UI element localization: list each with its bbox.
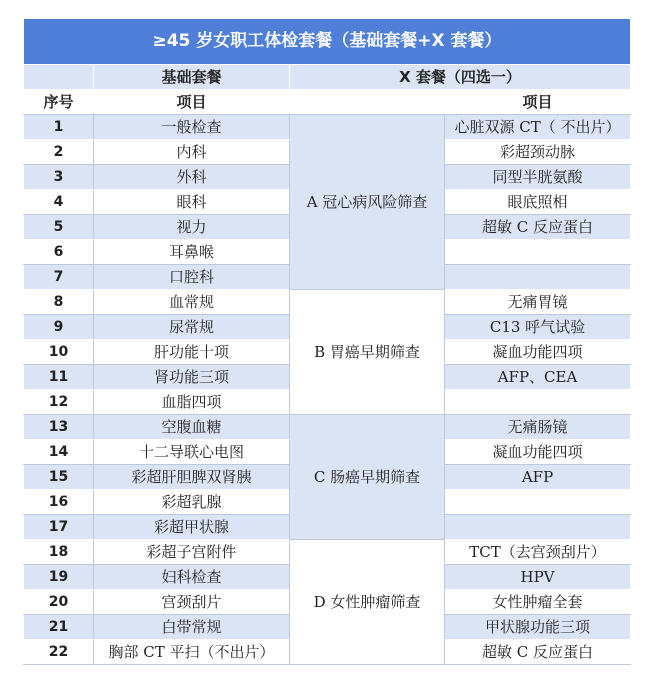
basic-item: 肾功能三项 [94, 365, 290, 390]
checkup-table [23, 18, 631, 665]
row-number: 9 [24, 315, 94, 340]
basic-item: 尿常规 [94, 315, 290, 340]
table-row [24, 290, 631, 315]
basic-item: 空腹血糖 [94, 415, 290, 440]
header-x-item: 项目 [445, 90, 631, 115]
header-x-package: X 套餐（四选一） [290, 65, 631, 90]
table-row [24, 115, 631, 140]
x-package-group: B 胃癌早期筛查 [290, 290, 445, 415]
header-blank [24, 65, 94, 90]
row-number: 2 [24, 140, 94, 165]
basic-item: 彩超甲状腺 [94, 515, 290, 540]
x-package-item: 凝血功能四项 [445, 340, 631, 365]
basic-item: 血常规 [94, 290, 290, 315]
row-number: 1 [24, 115, 94, 140]
basic-item: 彩超子宫附件 [94, 540, 290, 565]
basic-item: 十二导联心电图 [94, 440, 290, 465]
x-package-item: 无痛肠镜 [445, 415, 631, 440]
row-number: 15 [24, 465, 94, 490]
basic-item: 妇科检查 [94, 565, 290, 590]
basic-item: 肝功能十项 [94, 340, 290, 365]
row-number: 4 [24, 190, 94, 215]
basic-item: 一般检查 [94, 115, 290, 140]
row-number: 17 [24, 515, 94, 540]
basic-item: 宫颈刮片 [94, 590, 290, 615]
table-row [24, 415, 631, 440]
basic-item: 彩超肝胆脾双肾胰 [94, 465, 290, 490]
x-package-item [445, 265, 631, 290]
row-number: 16 [24, 490, 94, 515]
row-number: 19 [24, 565, 94, 590]
header-item: 项目 [94, 90, 290, 115]
x-package-item: 同型半胱氨酸 [445, 165, 631, 190]
table-body [24, 115, 631, 665]
x-package-item: C13 呼气试验 [445, 315, 631, 340]
x-package-item: 超敏 C 反应蛋白 [445, 215, 631, 240]
basic-item: 眼科 [94, 190, 290, 215]
x-package-item [445, 390, 631, 415]
x-package-group: A 冠心病风险筛查 [290, 115, 445, 290]
row-number: 3 [24, 165, 94, 190]
row-number: 12 [24, 390, 94, 415]
x-package-item [445, 490, 631, 515]
x-package-item: TCT（去宫颈刮片） [445, 540, 631, 565]
header-group-blank [290, 90, 445, 115]
row-number: 21 [24, 615, 94, 640]
row-number: 11 [24, 365, 94, 390]
basic-item: 口腔科 [94, 265, 290, 290]
x-package-item: 无痛胃镜 [445, 290, 631, 315]
row-number: 7 [24, 265, 94, 290]
x-package-group: D 女性肿瘤筛查 [290, 540, 445, 665]
x-package-item: AFP、CEA [445, 365, 631, 390]
row-number: 10 [24, 340, 94, 365]
basic-item: 彩超乳腺 [94, 490, 290, 515]
x-package-item: AFP [445, 465, 631, 490]
header-basic: 基础套餐 [94, 65, 290, 90]
row-number: 6 [24, 240, 94, 265]
row-number: 13 [24, 415, 94, 440]
row-number: 22 [24, 640, 94, 665]
basic-item: 血脂四项 [94, 390, 290, 415]
x-package-group: C 肠癌早期筛查 [290, 415, 445, 540]
x-package-item: HPV [445, 565, 631, 590]
x-package-item: 眼底照相 [445, 190, 631, 215]
x-package-item: 超敏 C 反应蛋白 [445, 640, 631, 665]
x-package-item: 心脏双源 CT（ 不出片） [445, 115, 631, 140]
table-row [24, 540, 631, 565]
header-seq: 序号 [24, 90, 94, 115]
x-package-item: 凝血功能四项 [445, 440, 631, 465]
basic-item: 白带常规 [94, 615, 290, 640]
basic-item: 内科 [94, 140, 290, 165]
x-package-item: 甲状腺功能三项 [445, 615, 631, 640]
row-number: 18 [24, 540, 94, 565]
basic-item: 胸部 CT 平扫（不出片） [94, 640, 290, 665]
x-package-item [445, 240, 631, 265]
row-number: 14 [24, 440, 94, 465]
x-package-item [445, 515, 631, 540]
row-number: 20 [24, 590, 94, 615]
x-package-item: 女性肿瘤全套 [445, 590, 631, 615]
row-number: 5 [24, 215, 94, 240]
basic-item: 外科 [94, 165, 290, 190]
basic-item: 视力 [94, 215, 290, 240]
x-package-item: 彩超颈动脉 [445, 140, 631, 165]
basic-item: 耳鼻喉 [94, 240, 290, 265]
table-title: ≥45 岁女职工体检套餐（基础套餐+X 套餐） [24, 19, 631, 65]
row-number: 8 [24, 290, 94, 315]
